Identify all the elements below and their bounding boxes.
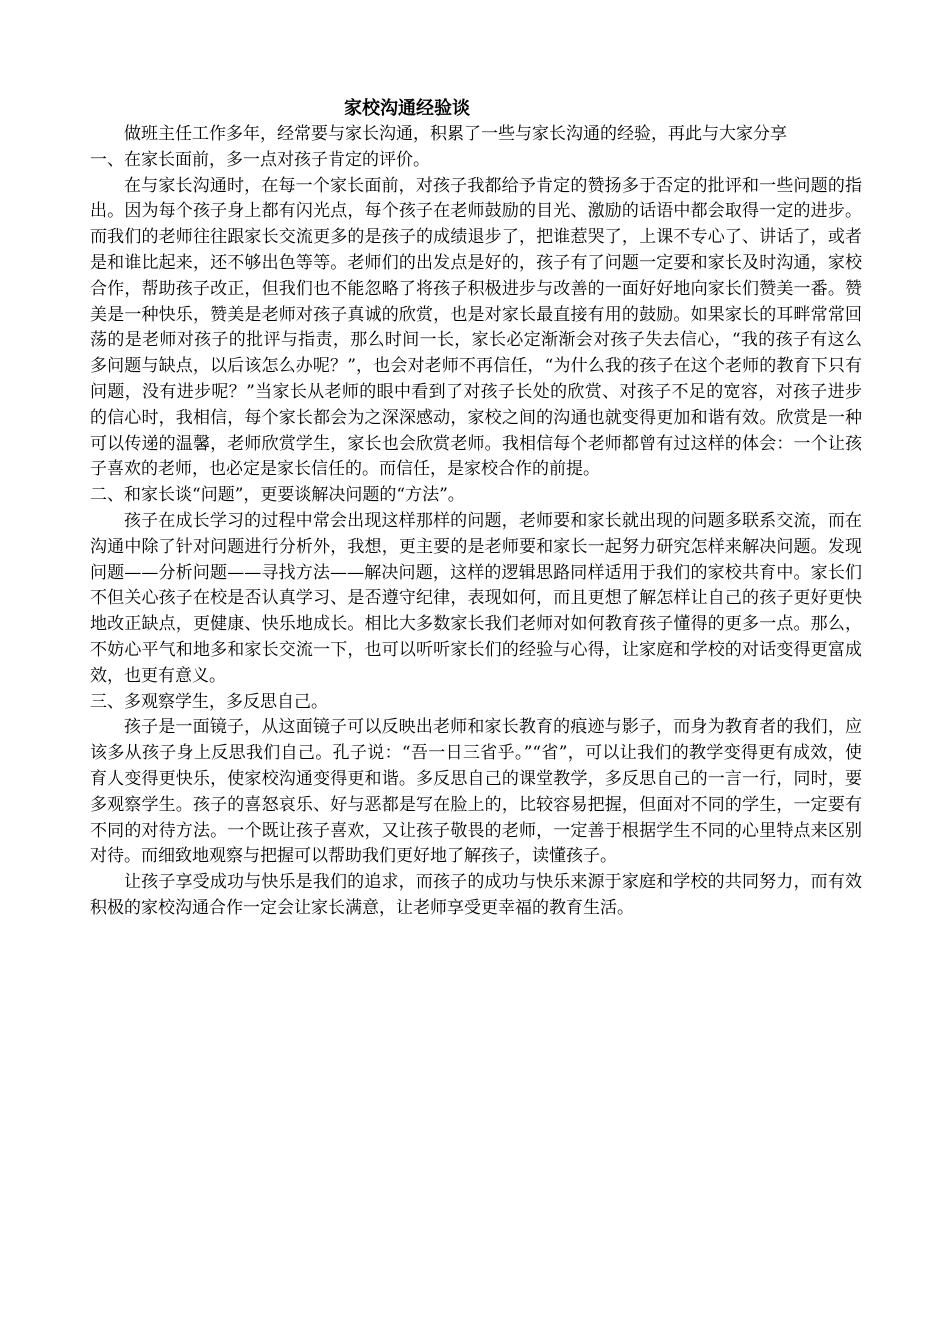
section-heading-1: 一、在家长面前，多一点对孩子肯定的评价。 (90, 149, 430, 170)
document-title: 家校沟通经验谈 (344, 98, 470, 119)
document-body (90, 96, 862, 922)
section-1-paragraph-1: 在与家长沟通时，在每一个家长面前，对孩子我都给予肯定的赞扬多于否定的批评和一些问题的指出。因为每个孩子身上都有闪光点，每个孩子在老师鼓励的目光、激励的话语中都会取得一定的进步。而我们的老师往往跟家长交流更多的是孩子的成绩退步了，把谁惹哭了，上课不专心了、讲话了，或者是和谁比起来，还不够出色等等。老师们的出发点是好的，孩子有了问题一定要和家长及时沟通，家校合作，帮助孩子改正，但我们也不能忽略了将孩子积极进步与改善的一面好好地向家长们赞美一番。赞美是一种快乐，赞美是老师对孩子真诚的欣赏，也是对家长最直接有用的鼓励。如果家长的耳畔常常回荡的是老师对孩子的批评与指责，那么时间一长，家长必定渐渐会对孩子失去信心，“我的孩子有这么多问题与缺点，以后该怎么办呢？”，也会对老师不再信任，“为什么我的孩子在这个老师的教育下只有问题，没有进步呢？”当家长从老师的眼中看到了对孩子长处的欣赏、对孩子不足的宽容，对孩子进步的信心时，我相信，每个家长都会为之深深感动，家校之间的沟通也就变得更加和谐有效。欣赏是一种可以传递的温馨，老师欣赏学生，家长也会欣赏老师。我相信每个老师都曾有过这样的体会：一个让孩子喜欢的老师，也必定是家长信任的。而信任，是家校合作的前提。 (90, 175, 862, 480)
conclusion-paragraph: 让孩子享受成功与快乐是我们的追求，而孩子的成功与快乐来源于家庭和学校的共同努力，而有效积极的家校沟通合作一定会让家长满意，让老师享受更幸福的教育生活。 (90, 872, 862, 918)
section-2-paragraph-1: 孩子在成长学习的过程中常会出现这样那样的问题，老师要和家长就出现的问题多联系交流，而在沟通中除了针对问题进行分析外，我想，更主要的是老师要和家长一起努力研究怎样来解决问题。发现问题——分析问题——寻找方法——解决问题，这样的逻辑思路同样适用于我们的家校共育中。家长们不但关心孩子在校是否认真学习、是否遵守纪律，表现如何，而且更想了解怎样让自己的孩子更好更快地改正缺点，更健康、快乐地成长。相比大多数家长我们老师对如何教育孩子懂得的更多一点。那么，不妨心平气和地多和家长交流一下，也可以听听家长们的经验与心得，让家庭和学校的对话变得更富成效，也更有意义。 (90, 510, 862, 686)
intro-paragraph: 做班主任工作多年，经常要与家长沟通，积累了一些与家长沟通的经验，再此与大家分享 (124, 124, 787, 144)
section-3-paragraph-1: 孩子是一面镜子，从这面镜子可以反映出老师和家长教育的痕迹与影子，而身为教育者的我们，应该多从孩子身上反思我们自己。孔子说：“吾一日三省乎。”“省”，可以让我们的教学变得更有成效，使育人变得更快乐，使家校沟通变得更和谐。多反思自己的课堂教学，多反思自己的一言一行，同时，要多观察学生。孩子的喜怒哀乐、好与恶都是写在脸上的，比较容易把握，但面对不同的学生，一定要有不同的对待方法。一个既让孩子喜欢，又让孩子敬畏的老师，一定善于根据学生不同的心里特点来区别对待。而细致地观察与把握可以帮助我们更好地了解孩子，读懂孩子。 (90, 717, 862, 867)
section-heading-3: 三、多观察学生，多反思自己。 (90, 691, 328, 712)
section-heading-2: 二、和家长谈“问题”，更要谈解决问题的“方法”。 (90, 485, 465, 506)
